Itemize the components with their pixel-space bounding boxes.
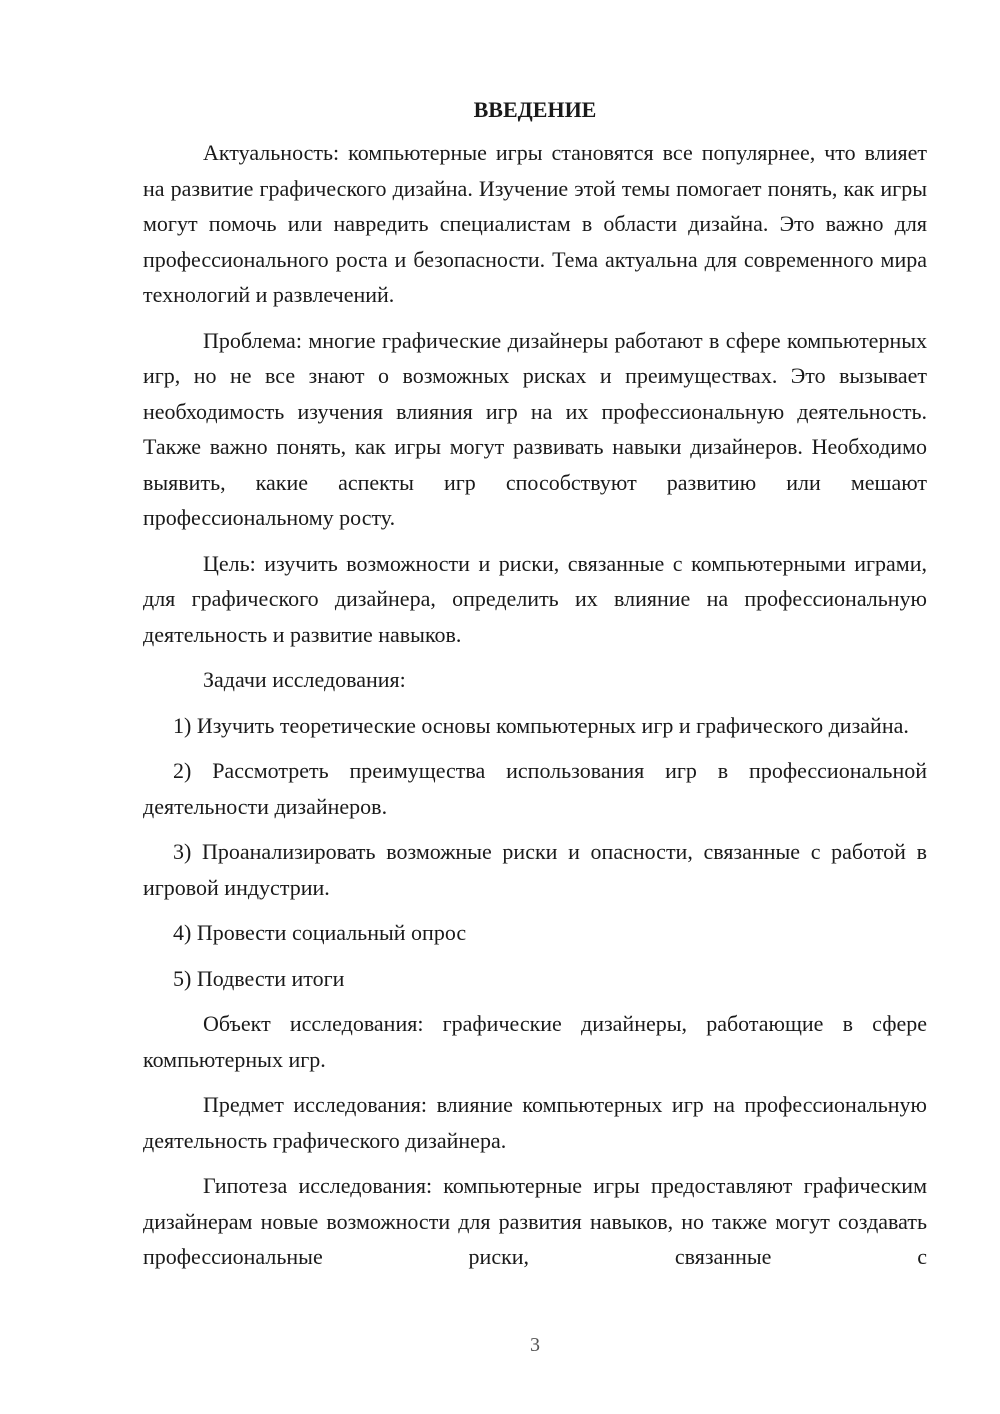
task-item-5: 5) Подвести итоги bbox=[173, 965, 345, 991]
subject-paragraph: Предмет исследования: влияние компьютерных игр на профессиональную деятельность графического дизайнера. bbox=[143, 1092, 927, 1153]
goal-paragraph: Цель: изучить возможности и риски, связанные с компьютерными играми, для графического дизайнера, определить их влияние на профессиональную деятельность и развитие навыков. bbox=[143, 550, 927, 647]
task-item-2: 2) Рассмотреть преимущества использования игр в профессиональной деятельности дизайнеров. bbox=[143, 758, 927, 819]
task-item-1: 1) Изучить теоретические основы компьютерных игр и графического дизайна. bbox=[173, 712, 909, 738]
object-paragraph: Объект исследования: графические дизайнеры, работающие в сфере компьютерных игр. bbox=[143, 1011, 927, 1072]
tasks-heading: Задачи исследования: bbox=[203, 667, 406, 692]
page-body bbox=[143, 95, 927, 1285]
task-item-3: 3) Проанализировать возможные риски и опасности, связанные с работой в игровой индустрии. bbox=[143, 839, 927, 900]
problem-paragraph: Проблема: многие графические дизайнеры работают в сфере компьютерных игр, но не все знают о возможных рисках и преимуществах. Это вызывает необходимость изучения влияния игр на их профессиональную деятельность. Также важно понять, как игры могут развивать навыки дизайнеров. Необходимо выявить, какие аспекты игр способствуют развитию или мешают профессиональному росту. bbox=[143, 327, 927, 530]
relevance-paragraph: Актуальность: компьютерные игры становятся все популярнее, что влияет на развитие графического дизайна. Изучение этой темы помогает понять, как игры могут помочь или навредить специалистам в области дизайна. Это важно для профессионального роста и безопасности. Тема актуальна для современного мира технологий и развлечений. bbox=[143, 140, 927, 307]
hypothesis-paragraph: Гипотеза исследования: компьютерные игры предоставляют графическим дизайнерам новые возможности для развития навыков, но также могут создавать профессиональные риски, связанные с bbox=[143, 1173, 927, 1269]
page-title: ВВЕДЕНИЕ bbox=[473, 97, 597, 122]
task-item-4: 4) Провести социальный опрос bbox=[173, 920, 467, 945]
page-number: 3 bbox=[530, 1334, 540, 1356]
